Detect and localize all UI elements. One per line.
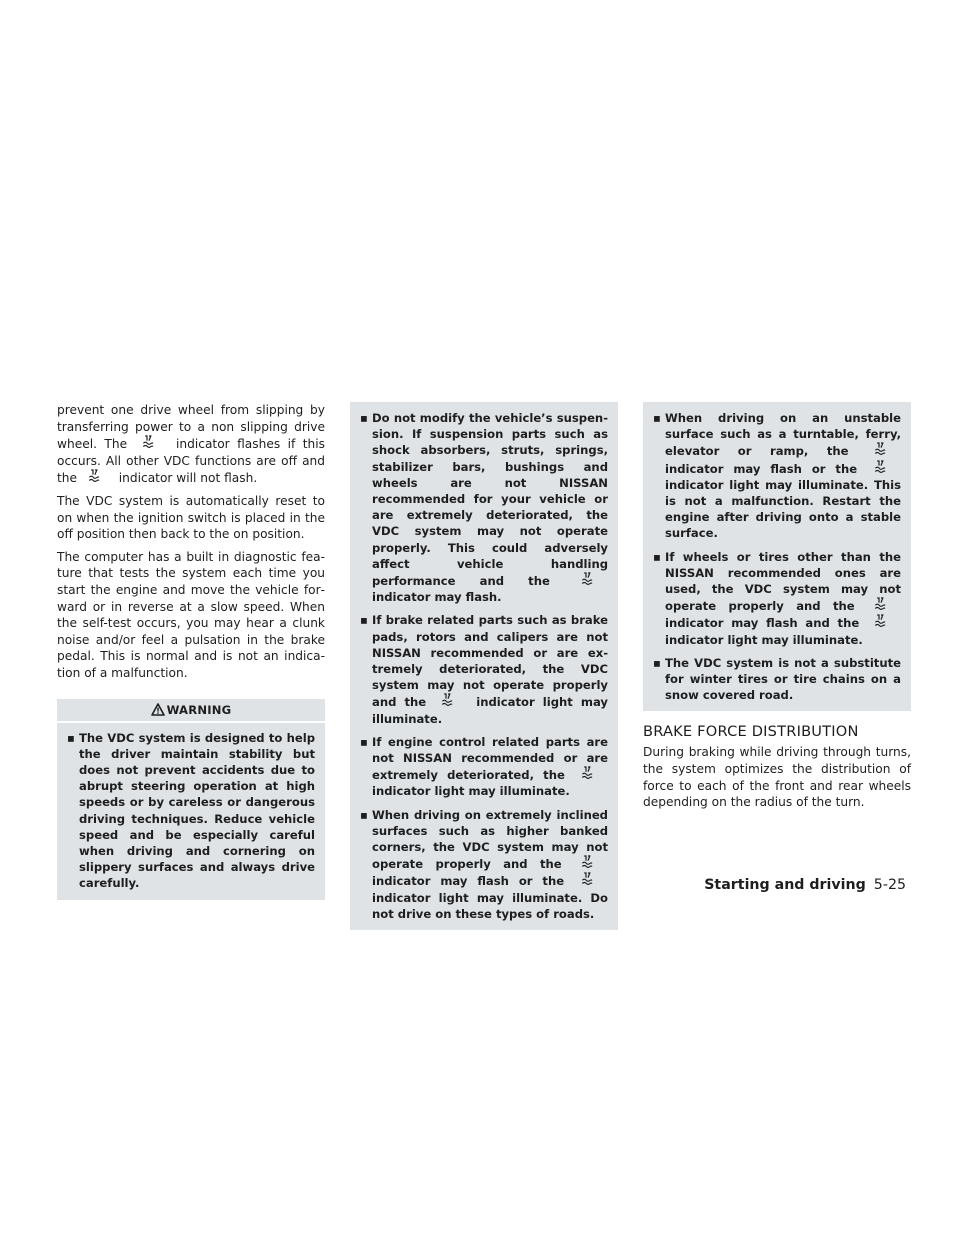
warning-item [65, 730, 315, 892]
paragraph-intro [57, 402, 325, 487]
text: indicator light may illuminate. [372, 695, 608, 726]
text: indicator will not flash. [118, 471, 258, 486]
text: If wheels or tires other than the NISSAN recommended ones are used, the VDC system may not operate properly and the [665, 549, 901, 614]
bullet: ▪ [360, 807, 368, 822]
text: When driving on an unstable surface such as a turntable, ferry, elevator or ramp, the [665, 411, 901, 459]
bullet: ▪ [360, 411, 368, 425]
warning-item [358, 612, 608, 726]
text: Do not modify the vehicle’s suspension. If suspension parts such as shock absorbers, struts, springs, stabilizer bars, bushings and wheels are not NISSAN recommended for your vehicle or are extremely deteriorated, the VDC system may not operate properly. This could adversely affect vehicle handling performance and the [372, 411, 608, 589]
text: indicator may flash. [372, 590, 502, 605]
text: indicator may flash or the [665, 461, 858, 476]
vdc-off-indicator-icon [141, 435, 159, 449]
vdc-off-indicator-icon [873, 597, 891, 611]
text: indicator may flash and the [665, 616, 860, 631]
middle-column [350, 402, 618, 930]
text: indicator flashes if this occurs. All other VDC functions are off and the [57, 437, 326, 486]
warning-triangle-icon [151, 703, 165, 716]
text: indicator light may illuminate. Do not drive on these types of roads. [372, 890, 608, 921]
text: prevent one drive wheel from slipping by transferring power to a non slipping drive wheel. The [57, 403, 325, 452]
text: The VDC system is not a substitute for winter tires or tire chains on a snow covered road. [665, 655, 901, 703]
warning-box [57, 723, 325, 900]
text: indicator light may illuminate. [372, 784, 570, 799]
paragraph-brake-force: During braking while driving through turns, the system optimizes the distribution of force to each of the front and rear wheels depending on the radius of the turn. [643, 745, 911, 810]
text: indicator light may illuminate. This is not a malfunction. Restart the engine after driving onto a stable surface. [665, 477, 901, 541]
vdc-off-indicator-icon [87, 469, 105, 483]
vdc-off-indicator-icon [580, 872, 598, 886]
warning-item [358, 807, 608, 922]
vdc-off-indicator-icon [873, 614, 891, 628]
warning-title: WARNING [166, 702, 232, 717]
bullet: ▪ [653, 655, 661, 670]
page-number: 5-25 [873, 877, 906, 893]
section-heading: BRAKE FORCE DISTRIBUTION [643, 723, 859, 741]
vdc-off-indicator-icon [580, 855, 598, 869]
vdc-off-indicator-icon [440, 693, 458, 707]
warning-item [651, 410, 901, 542]
bullet: ▪ [360, 613, 368, 628]
warning-item [358, 734, 608, 800]
text: If brake related parts such as brake pads, rotors and calipers are not NISSAN recommended or are extremely deteriorated, the VDC system may not operate properly and the [372, 613, 608, 710]
warning-header [57, 699, 325, 721]
bullet: ▪ [67, 730, 75, 745]
text: indicator light may illuminate. [665, 632, 863, 647]
warning-item [358, 410, 608, 605]
bullet: ▪ [360, 734, 368, 749]
warning-text: The VDC system is designed to help the driver maintain stability but does not prevent accidents due to abrupt steering operation at high speeds or by careless or dangerous driving techniques. Reduce vehicle speed and be especially careful when driving and cornering on slippery surfaces and always drive carefully. [79, 730, 315, 891]
bullet: ▪ [653, 549, 661, 564]
warning-item [651, 655, 901, 704]
vdc-off-indicator-icon [873, 442, 891, 456]
paragraph-reset: The VDC system is automatically reset to on when the ignition switch is placed in the off position then back to the on position. [57, 493, 325, 542]
vdc-off-indicator-icon [873, 460, 891, 474]
text: If engine control related parts are not NISSAN recommended or are extremely deteriorated, the [372, 734, 608, 783]
bullet: ▪ [653, 411, 661, 425]
vdc-off-indicator-icon [580, 766, 598, 780]
paragraph-diagnostic: The computer has a built in diagnostic feature that tests the system each time you start the engine and move the vehicle forward or in reverse at a slow speed. When the self-test occurs, you may hear a clunk noise and/or feel a pulsation in the brake pedal. This is normal and is not an indication of a malfunction. [57, 549, 325, 680]
page-footer [704, 877, 906, 893]
section-name: Starting and driving [704, 877, 866, 893]
text: indicator may flash or the [372, 874, 565, 889]
vdc-off-indicator-icon [580, 572, 598, 586]
right-column [643, 402, 911, 817]
warning-box-continued [643, 402, 911, 711]
text: When driving on extremely inclined surfaces such as higher banked corners, the VDC system may not operate properly and the [372, 807, 608, 872]
warning-item [651, 549, 901, 648]
left-column [57, 402, 325, 900]
warning-box-continued [350, 402, 618, 930]
